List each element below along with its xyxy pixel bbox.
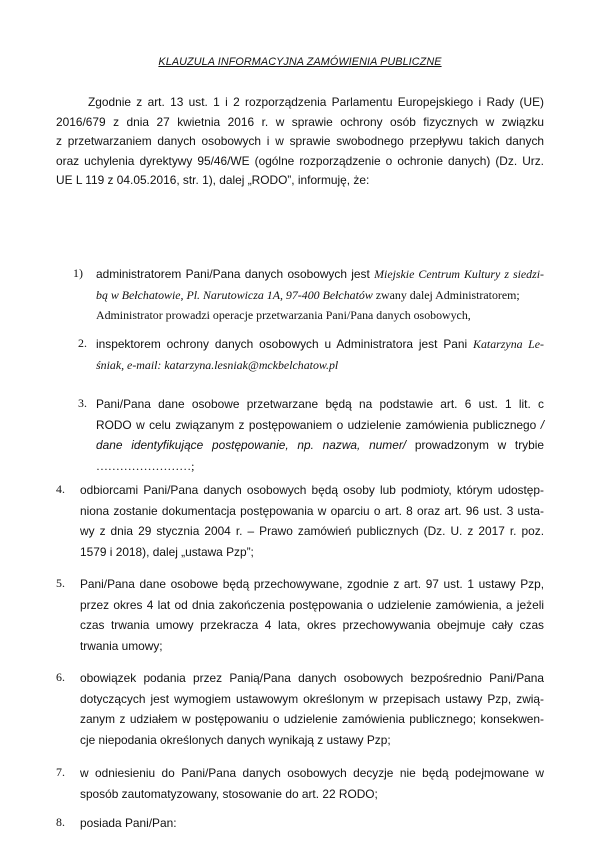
list-number: 7.: [56, 765, 65, 779]
item-text: zanym z udziałem w postępowaniu o udzielenie zamówienia publicznego; konsekwen-: [80, 712, 544, 726]
item-text: cje niepodania określonych danych wynikają z ustawy Pzp;: [80, 732, 391, 747]
intro-line: oraz uchylenia dyrektywy 95/46/WE (ogólne rozporządzenie o ochronie danych) (Dz. Urz.: [56, 153, 544, 168]
item-text: w odniesieniu do Pani/Pana danych osobowych decyzje nie będą podejmowane w: [80, 766, 544, 780]
item-text: 1579 i 2018), dalej „ustawa Pzp”;: [80, 544, 254, 559]
item-text: ……………………;: [96, 458, 195, 473]
list-number: 6.: [56, 670, 65, 684]
intro-line: 2016/679 z dnia 27 kwietnia 2016 r. w sprawie ochrony osób fizycznych w związku: [56, 114, 544, 129]
intro-line: Zgodnie z art. 13 ust. 1 i 2 rozporządzenia Parlamentu Europejskiego i Rady (UE): [88, 95, 544, 109]
list-item-5: [80, 574, 544, 656]
item-text-italic: bą w Bełchatowie, Pl. Narutowicza 1A, 97-400 Bełchatów: [96, 287, 373, 302]
item-text-italic: /: [540, 417, 544, 432]
intro-paragraph: [56, 93, 544, 191]
item-text: odbiorcami Pani/Pana danych osobowych będą osoby lub podmioty, którym udostęp-: [80, 483, 544, 497]
item-text: dotyczących jest wymogiem ustawowym określonym w przepisach ustawy Pzp, zwią-: [80, 691, 544, 706]
item-text: sposób zautomatyzowany, stosowanie do art. 22 RODO;: [80, 786, 378, 801]
list-number: 2.: [78, 336, 87, 350]
intro-line: UE L 119 z 04.05.2016, str. 1), dalej „RODO”, informuję, że:: [56, 173, 370, 188]
item-text: wy z dnia 29 stycznia 2004 r. – Prawo zamówień publicznych (Dz. U. z 2017 r. poz.: [80, 524, 544, 538]
item-text: niona zostanie dokumentacja postępowania w oparciu o art. 8 oraz art. 96 ust. 3 usta-: [80, 503, 544, 518]
item-text: Pani/Pana dane osobowe będą przechowywane, zgodnie z art. 97 ust. 1 ustawy Pzp,: [80, 577, 544, 591]
intro-line: z przetwarzaniem danych osobowych i w sprawie swobodnego przepływu takich danych: [56, 134, 544, 149]
item-text: posiada Pani/Pan:: [80, 816, 177, 830]
item-text: Pani/Pana dane osobowe przetwarzane będą na podstawie art. 6 ust. 1 lit. c: [96, 397, 544, 411]
item-text: czas trwania umowy przekracza 4 lata, okres przechowywania obejmuje cały czas: [80, 618, 544, 632]
item-text: trwania umowy;: [80, 638, 163, 653]
list-number: 4.: [56, 482, 65, 496]
list-item-6: [80, 668, 544, 750]
list-item-2: [96, 334, 544, 375]
item-text: przez okres 4 lat od dnia zakończenia postępowania o udzielenie zamówienia, a jeżeli: [80, 597, 544, 612]
list-item-8: [80, 813, 544, 834]
item-text: RODO w celu związanym z postępowaniem o udzielenie zamówienia publicznego: [96, 417, 541, 432]
item-text-italic: śniak, e-mail: katarzyna.lesniak@mckbelchatow.pl: [96, 357, 339, 372]
document-title: KLAUZULA INFORMACYJNA ZAMÓWIENIA PUBLICZNE: [158, 56, 442, 68]
list-number: 8.: [56, 815, 65, 829]
item-text: Administrator prowadzi operacje przetwarzania Pani/Pana danych osobowych,: [96, 308, 471, 322]
item-text: prowadzonym w trybie: [406, 438, 544, 452]
item-text: inspektorem ochrony danych osobowych u Administratora jest Pani: [96, 337, 474, 351]
list-item-3: [96, 394, 544, 476]
item-text-italic: dane identyfikujące postępowanie, np. nazwa, numer/: [96, 438, 407, 452]
list-number: 5.: [56, 576, 65, 590]
list-item-1: [96, 264, 544, 326]
item-text-italic: Katarzyna Le-: [473, 337, 544, 351]
list-item-7: [80, 763, 544, 804]
list-item-4: [80, 480, 544, 562]
list-number: 1): [73, 266, 83, 280]
item-text: administratorem Pani/Pana danych osobowych jest: [96, 267, 375, 281]
item-text: obowiązek podania przez Panią/Pana danych osobowych bezpośrednio Pani/Pana: [80, 671, 544, 685]
item-text-italic: Miejskie Centrum Kultury z siedzi-: [374, 267, 545, 281]
item-text: zwany dalej Administratorem;: [372, 287, 520, 302]
list-number: 3.: [78, 396, 87, 410]
